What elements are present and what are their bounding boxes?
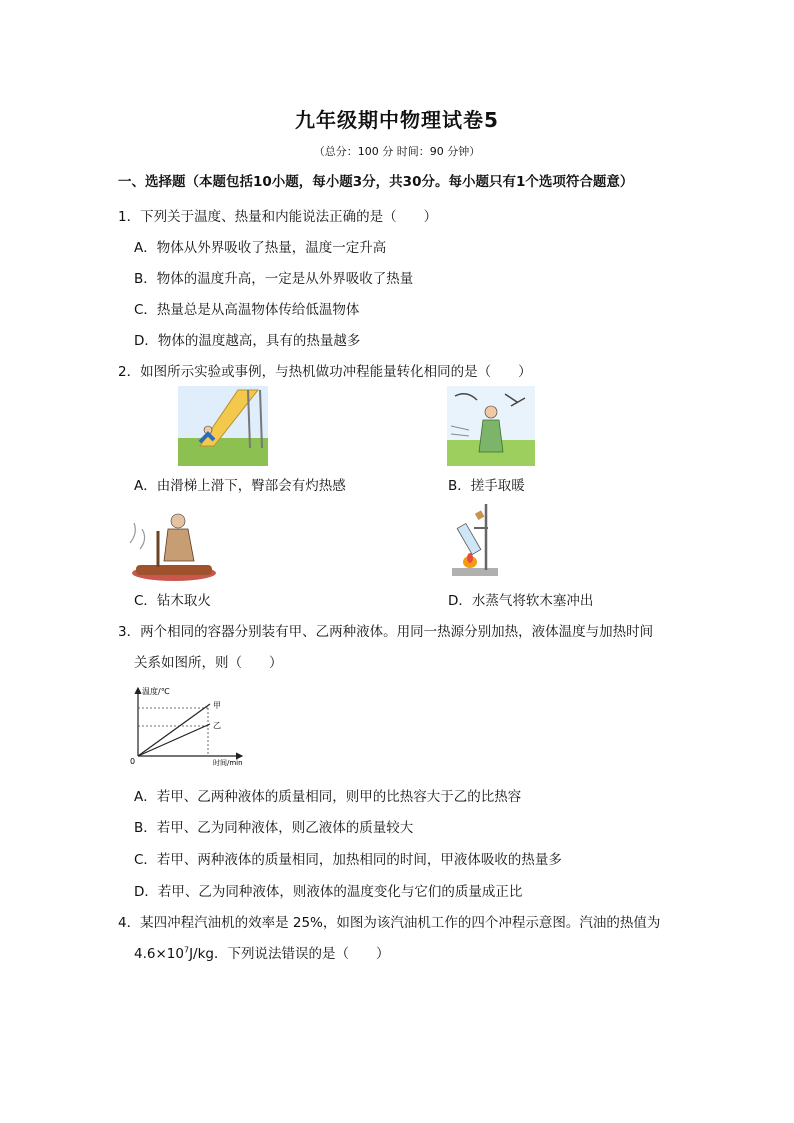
question-1-option-a: A．物体从外界吸收了热量，温度一定升高 xyxy=(134,240,387,256)
line-yi-label: 乙 xyxy=(213,721,221,730)
slide-picture xyxy=(178,386,268,466)
question-2-option-c: C．钻木取火 xyxy=(134,593,211,609)
drilling-wood-picture xyxy=(124,503,220,585)
temperature-time-graph xyxy=(128,684,248,766)
question-3-stem-line-1: 3．两个相同的容器分别装有甲、乙两种液体。用同一热源分别加热，液体温度与加热时间 xyxy=(118,624,654,640)
question-1-option-d: D．物体的温度越高，具有的热量越多 xyxy=(134,333,361,349)
section-heading: 一、选择题（本题包括10小题，每小题3分，共30分。每小题只有1个选项符合题意） xyxy=(118,174,634,190)
question-2-option-d: D．水蒸气将软木塞冲出 xyxy=(448,593,594,609)
question-1-option-c: C．热量总是从高温物体传给低温物体 xyxy=(134,302,360,318)
page-title: 九年级期中物理试卷5 xyxy=(295,108,499,132)
question-2-stem: 2．如图所示实验或事例，与热机做功冲程能量转化相同的是（ ） xyxy=(118,364,532,380)
line-jia-label: 甲 xyxy=(213,701,221,710)
rubbing-hands-picture xyxy=(447,386,535,466)
line-jia xyxy=(138,704,210,756)
question-3-option-a: A．若甲、乙两种液体的质量相同，则甲的比热容大于乙的比热容 xyxy=(134,789,522,805)
question-2-option-b: B．搓手取暖 xyxy=(448,478,525,494)
question-1-option-b: B．物体的温度升高，一定是从外界吸收了热量 xyxy=(134,271,414,287)
origin-label: 0 xyxy=(130,757,136,766)
question-4-stem-line-2: $4.6\times 10^7J/kg$．下列说法错误的是（ ） xyxy=(134,945,390,962)
steam-cork-picture xyxy=(446,498,506,580)
question-1-stem: 1．下列关于温度、热量和内能说法正确的是（ ） xyxy=(118,209,438,225)
line-yi xyxy=(138,724,210,756)
y-axis-label: 温度/℃ xyxy=(142,687,170,696)
exam-info: （总分：100 分 时间：90 分钟） xyxy=(313,145,481,158)
question-3-option-b: B．若甲、乙为同种液体，则乙液体的质量较大 xyxy=(134,820,414,836)
x-axis-label: 时间/min xyxy=(213,759,243,766)
question-2-option-a: A．由滑梯上滑下，臀部会有灼热感 xyxy=(134,478,346,494)
question-3-option-d: D．若甲、乙为同种液体，则液体的温度变化与它们的质量成正比 xyxy=(134,884,523,900)
question-3-option-c: C．若甲、两种液体的质量相同，加热相同的时间，甲液体吸收的热量多 xyxy=(134,852,562,868)
question-4-stem-line-1: 4．某四冲程汽油机的效率是 25%，如图为该汽油机工作的四个冲程示意图。汽油的热值为 xyxy=(118,915,661,931)
question-3-stem-line-2: 关系如图所，则（ ） xyxy=(134,655,283,671)
